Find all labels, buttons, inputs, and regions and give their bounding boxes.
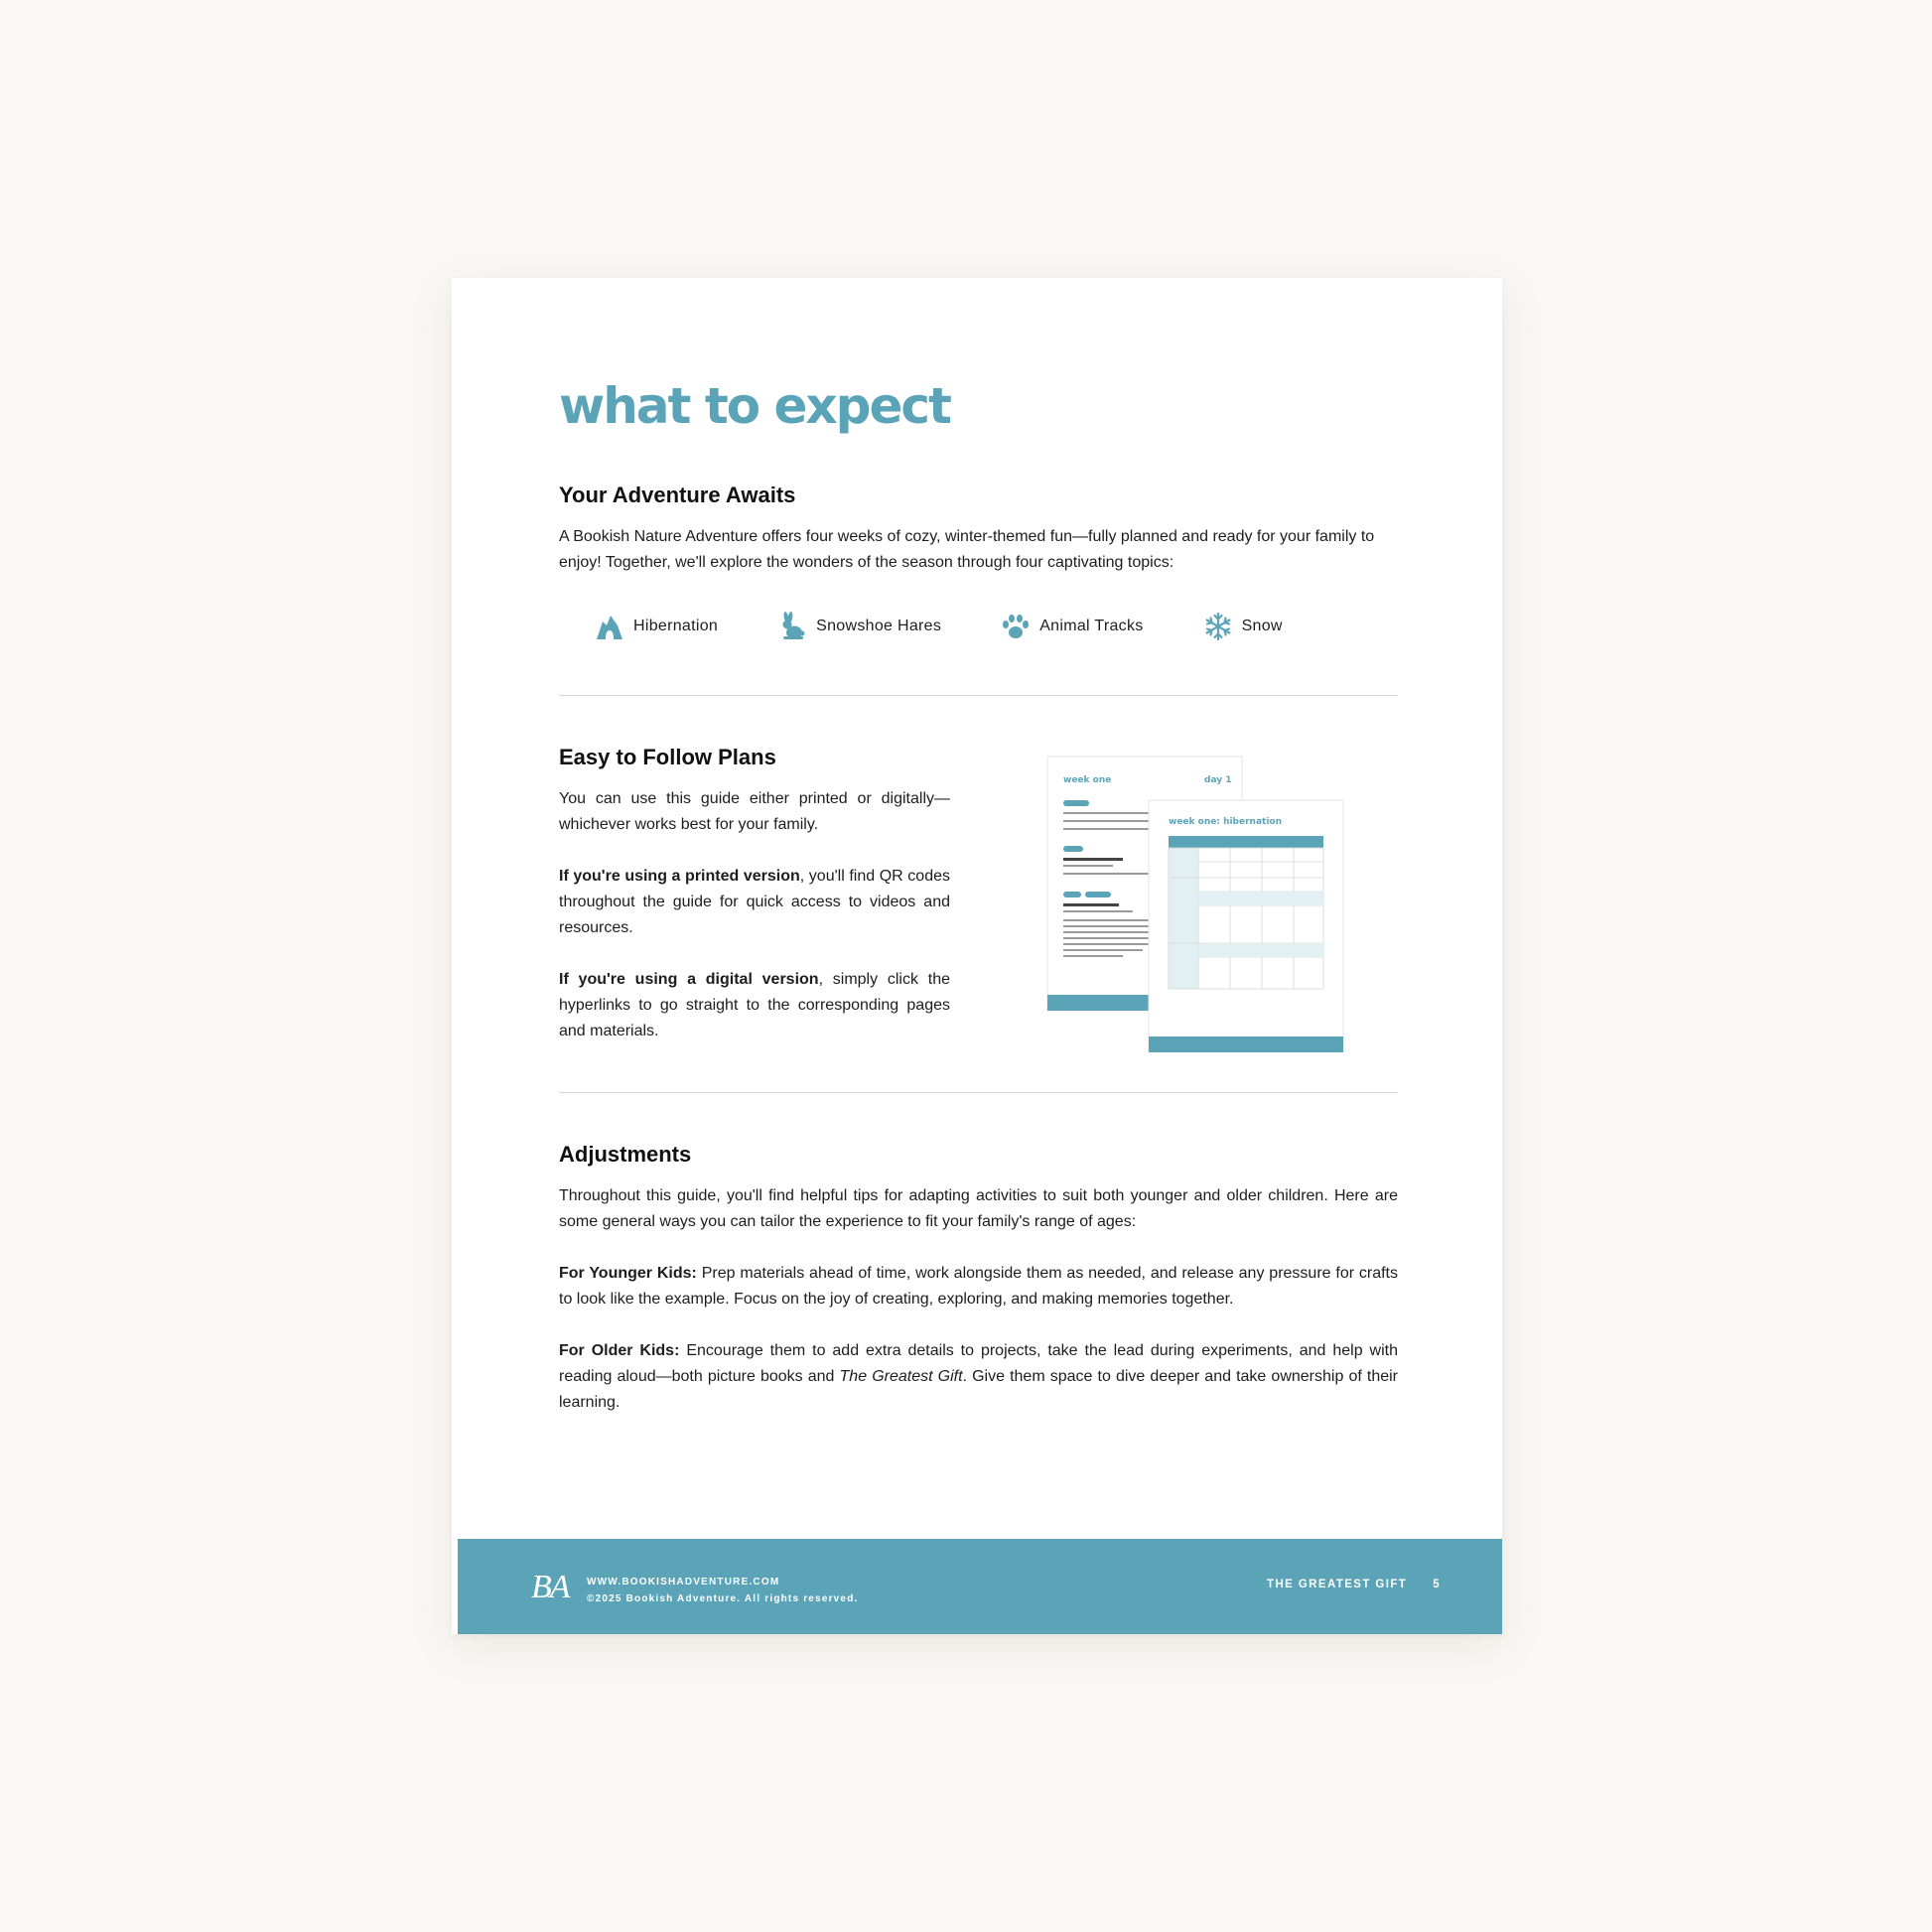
divider	[559, 1092, 1398, 1093]
section-body-younger-kids	[559, 1261, 1398, 1312]
guide-page	[452, 278, 1502, 1634]
younger-lead: For Younger Kids:	[559, 1265, 697, 1282]
page-footer	[458, 1539, 1502, 1634]
older-lead: For Older Kids:	[559, 1342, 680, 1359]
older-rest-1: Encourage them to add extra details to projects, take the lead during experiments, and help with reading aloud—both picture books and	[559, 1342, 1398, 1385]
digital-lead: If you're using a digital version	[559, 971, 819, 988]
printed-rest: , you'll find QR codes throughout the guide for quick access to videos and resources.	[559, 868, 950, 936]
footer-info	[587, 1574, 858, 1607]
topic-snowshoe-hares	[777, 612, 941, 641]
printed-lead: If you're using a printed version	[559, 868, 800, 885]
section-body-adventure: A Bookish Nature Adventure offers four weeks of cozy, winter-themed fun—fully planned and ready for your family to enjoy! Together, we'll explore the wonders of the season through four captivating topics:	[559, 528, 1375, 571]
preview-page-front	[1149, 800, 1343, 1052]
younger-rest: Prep materials ahead of time, work alongside them as needed, and release any pressure for crafts to look like the example. Focus on the joy of creating, exploring, and making memories together.	[559, 1265, 1398, 1308]
section-heading-adjustments: Adjustments	[559, 1142, 692, 1167]
topic-label: Animal Tracks	[1039, 618, 1144, 634]
snowflake-icon	[1203, 612, 1233, 641]
divider	[559, 695, 1398, 696]
topic-snow	[1203, 612, 1283, 641]
brand-logo: BA	[531, 1569, 569, 1605]
preview-front-title: week one: hibernation	[1169, 817, 1283, 827]
copyright-text: ©2025 Bookish Adventure. All rights reserved.	[587, 1593, 859, 1604]
section-body-plans-digital	[559, 967, 950, 1044]
section-body-older-kids	[559, 1338, 1398, 1416]
website-link[interactable]: WWW.BOOKISHADVENTURE.COM	[587, 1577, 780, 1587]
footer-right	[1267, 1579, 1441, 1590]
topic-label: Snowshoe Hares	[816, 618, 942, 634]
topic-animal-tracks	[1001, 612, 1143, 641]
book-title: THE GREATEST GIFT	[1267, 1579, 1408, 1590]
older-rest-2: . Give them space to dive deeper and take ownership of their learning.	[559, 1368, 1399, 1411]
guide-preview-thumbnails	[1041, 745, 1349, 1052]
rabbit-icon	[777, 612, 807, 641]
section-heading-plans: Easy to Follow Plans	[559, 745, 776, 769]
topic-label: Hibernation	[633, 618, 719, 634]
section-body-plans-intro: You can use this guide either printed or digitally—whichever works best for your family.	[559, 790, 950, 833]
digital-rest: , simply click the hyperlinks to go straight to the corresponding pages and materials.	[559, 971, 950, 1039]
page-title: what to expect	[559, 377, 950, 435]
page-number: 5	[1433, 1579, 1441, 1590]
cave-icon	[595, 612, 624, 641]
preview-back-title: week one	[1063, 775, 1112, 785]
topic-label: Snow	[1241, 618, 1283, 634]
paw-icon	[1001, 612, 1031, 641]
book-title-italic: The Greatest Gift	[839, 1368, 963, 1385]
section-body-plans-printed	[559, 864, 950, 941]
topics-list	[595, 610, 1342, 643]
topic-hibernation	[595, 612, 718, 641]
section-body-adjustments-intro: Throughout this guide, you'll find helpful tips for adapting activities to suit both younger and older children. Here are some general ways you can tailor the experience to fit your family's range of ages:	[559, 1187, 1398, 1230]
section-heading-adventure: Your Adventure Awaits	[559, 483, 796, 507]
preview-back-day: day 1	[1204, 775, 1232, 785]
